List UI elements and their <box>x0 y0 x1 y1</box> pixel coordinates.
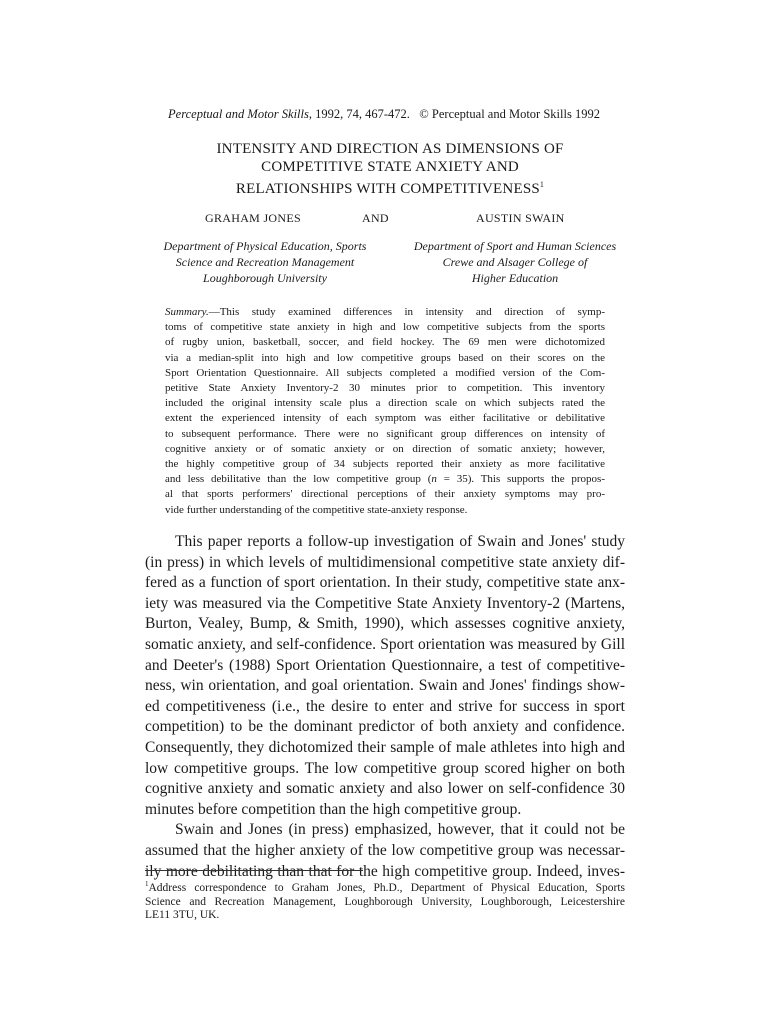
body-line: competition) to be the dominant predictor of both anxiety and confidence. <box>145 718 625 736</box>
affiliation-line: Crewe and Alsager College of <box>442 255 588 269</box>
body-line: and Deeter's (1988) Sport Orientation Questionnaire, a test of competitive- <box>145 656 625 674</box>
title-line-2: COMPETITIVE STATE ANXIETY AND <box>261 159 519 175</box>
summary-line: al that sports performers' directional perceptions of their anxiety symptoms may pro- <box>165 488 605 501</box>
author-conjunction: AND <box>362 211 389 225</box>
citation-details: , 1992, 74, 467-472. <box>308 107 410 121</box>
body-line: somatic anxiety, and self-confidence. Sport orientation was measured by Gill <box>145 635 625 653</box>
summary-line: cognitive anxiety or of somatic anxiety or on direction of somatic anxiety; however, <box>165 442 605 455</box>
summary-line: of rugby union, basketball, soccer, and field hockey. The 69 men were dichotomized <box>165 336 605 349</box>
footnote-line <box>145 878 625 896</box>
author-2: AUSTIN SWAIN <box>476 211 565 225</box>
affiliation-line: Science and Recreation Management <box>175 255 355 269</box>
summary-line: petitive State Anxiety Inventory-2 30 minutes prior to competition. This inventory <box>165 382 605 395</box>
affiliation-author-2 <box>400 238 630 286</box>
body-line: ily more debilitating than that for the high competitive group. Indeed, inves- <box>145 862 625 880</box>
summary-line: toms of competitive state anxiety in high and low competitive subjects from the sports <box>165 321 605 334</box>
body-line: (in press) in which levels of multidimensional competitive state anxiety dif- <box>145 553 625 571</box>
footnote-divider <box>145 870 363 871</box>
body-line: ness, win orientation, and goal orientation. Swain and Jones' findings show- <box>145 677 625 695</box>
title-footnote-marker: 1 <box>539 180 545 189</box>
sample-size-variable: n <box>431 473 437 486</box>
title-line-1: INTENSITY AND DIRECTION AS DIMENSIONS OF <box>216 141 564 157</box>
body-line: assumed that the higher anxiety of the low competitive group was necessar- <box>145 841 625 859</box>
affiliation-line: Loughborough University <box>203 271 327 285</box>
footnote-line-text: Address correspondence to Graham Jones, Ph.D., Department of Physical Education, Sports <box>148 882 625 894</box>
summary-line: to subsequent performance. There were no significant group differences on intensity of <box>165 427 605 440</box>
summary-line: extent the experienced intensity of each symptom was either facilitative or debilitative <box>165 412 605 425</box>
summary-line: the highly competitive group of 34 subjects reported their anxiety as more facilitative <box>165 458 605 471</box>
affiliation-line: Department of Physical Education, Sports <box>163 239 367 253</box>
affiliation-line: Higher Education <box>471 271 559 285</box>
journal-name: Perceptual and Motor Skills <box>168 107 309 121</box>
summary-line: Sport Orientation Questionnaire. All subjects completed a modified version of the Com- <box>165 366 605 379</box>
copyright-notice: © Perceptual and Motor Skills 1992 <box>419 107 600 121</box>
body-text <box>145 532 625 882</box>
body-line: Swain and Jones (in press) emphasized, however, that it could not be <box>175 821 625 839</box>
abstract-summary <box>165 305 605 518</box>
footnote <box>145 878 625 923</box>
body-line: This paper reports a follow-up investigation of Swain and Jones' study <box>175 533 625 550</box>
body-line: Burton, Vealey, Bump, & Smith, 1990), which assesses cognitive anxiety, <box>145 615 625 633</box>
summary-line-text: = 35). This supports the propos- <box>436 473 605 486</box>
journal-citation <box>0 107 768 122</box>
summary-line-text: and less debilitative than the low competitive group ( <box>165 473 432 486</box>
body-line: Consequently, they dichotomized their sample of male athletes into high and <box>145 738 625 756</box>
body-line: iety was measured via the Competitive State Anxiety Inventory-2 (Martens, <box>145 594 625 612</box>
body-line: fered as a function of sport orientation. In their study, competitive state anx- <box>145 574 625 592</box>
footnote-line: LE11 3TU, UK. <box>145 909 220 921</box>
author-1: GRAHAM JONES <box>205 211 301 225</box>
summary-line <box>165 472 605 487</box>
affiliation-author-1 <box>140 238 390 286</box>
body-line: cognitive anxiety and somatic anxiety and also lower on self-confidence 30 <box>145 780 625 798</box>
summary-label: Summary. <box>165 306 209 318</box>
title-line-3 <box>100 176 680 198</box>
body-line: ed competitiveness (i.e., the desire to enter and strive for success in sport <box>145 697 625 715</box>
footnote-line: Science and Recreation Management, Loughborough University, Loughborough, Leicestershire <box>145 895 625 908</box>
affiliation-line: Department of Sport and Human Sciences <box>413 239 617 253</box>
summary-line: included the original intensity scale plus a direction scale on which subjects rated the <box>165 397 605 410</box>
footnote-marker: 1 <box>145 880 149 888</box>
article-title <box>100 140 680 198</box>
summary-line: vide further understanding of the competitive state-anxiety response. <box>165 503 468 516</box>
body-line: minutes before competition than the high competitive group. <box>145 800 522 818</box>
summary-line-text: —This study examined differences in intensity and direction of symp- <box>208 306 605 318</box>
summary-line: via a median-split into high and low competitive groups based on their scores on the <box>165 351 605 364</box>
body-line: low competitive groups. The low competitive group scored higher on both <box>145 759 625 777</box>
summary-line <box>165 305 605 320</box>
title-line-3-text: RELATIONSHIPS WITH COMPETITIVENESS <box>235 181 540 197</box>
